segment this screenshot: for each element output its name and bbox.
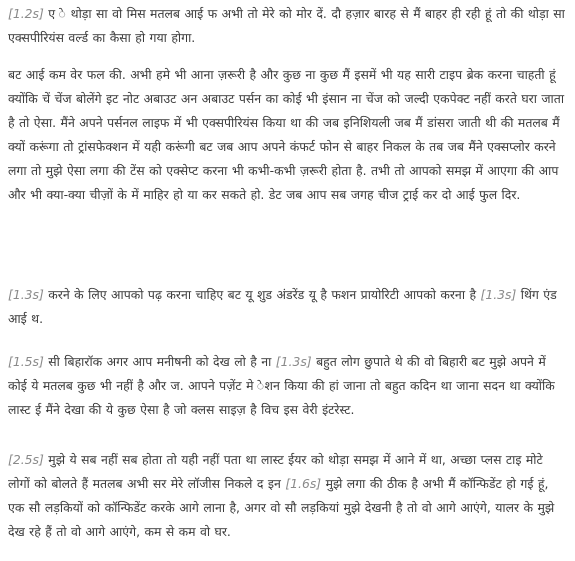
timestamp: [1.5s] — [8, 354, 44, 369]
transcript-paragraph-2 — [8, 63, 568, 207]
transcript-text: सी बिहारॉक अगर आप मनीषनी को देख लो है ना — [43, 354, 276, 369]
transcript-paragraph-4 — [8, 350, 568, 422]
timestamp: [1.3s] — [8, 287, 44, 302]
transcript-text: थिंग एंड आई थ. — [8, 287, 557, 326]
timestamp: [1.6s] — [285, 476, 322, 491]
timestamp: [2.5s] — [8, 452, 44, 467]
transcript-paragraph-5 — [8, 448, 568, 544]
transcript-paragraph-3 — [8, 283, 568, 331]
timestamp: [1.2s] — [8, 6, 44, 21]
timestamp: [1.3s] — [480, 287, 517, 302]
timestamp: [1.3s] — [275, 354, 312, 369]
transcript-text: ए े थोड़ा सा वो मिस मतलब आई फ अभी तो मेरे को मोर दें. दौ हज़ार बारह से मैं बाहर ही रही हूं तो की थोड़ा सा एक्सपीरियंस वर्ल्ड का कैसा हो गया होगा. — [8, 6, 565, 45]
transcript-text: बट आई कम वेर फल की. अभी हमे भी आना ज़रूरी है और कुछ ना कुछ मैं इसमें भी यह सारी टाइप ब्रेक करना चाहती हूं क्योंकि चें चेंज बोलेंगे इट नोट अबाउट अन अबाउट पर्सन का कोई भी इंसान ना चेंज को जल्दी एकपेक्ट नहीं करते घरा जाता है तो ऐसा. मैंने अपने पर्सनल लाइफ में भी एक्सपीरियंस किया था की जब इनिशियली जब मैं डांसरा जाती थी की मतलब मैं क्यों करूंगा तो ट्रांसफेक्शन में यही करूंगी बट जब आप अपने कंफर्ट फोन से बाहर निकल के तब जब मैंने एक्सप्लोर करने लगा तो मुझे ऐसा लगा की टेंस को एक्सेप्ट करना भी कभी-कभी ज़रूरी होता है. तभी तो आपको समझ में आएगा की आप और भी क्या-क्या चीज़ों के में माहिर हो या कर सकते हो. डेट जब आप सब जगह चीज ट्राई कर दो आई फुल दिर. — [8, 67, 565, 202]
transcript-text: मुझे ये सब नहीं सब होता तो यही नहीं पता था लास्ट ईयर को थोड़ा समझ में आने में था, अच्छा प्लस टाइ मोटे लोगों को बोलते हैं मतलब अभी सर मेरे लॉजीस निकले द इन — [8, 452, 543, 491]
transcript-text: बहुत लोग छुपाते थे की वो बिहारी बट मुझे अपने में कोई ये मतलब कुछ भी नहीं है और ज. आपने पज़ेंट मे ेशन किया की हां जाना तो बहुत कदिन था जाना सदन था क्योंकि लास्ट ई मैंने देखा की ये कुछ ऐसा है जो क्लस साइज़ है विच इस वेरी इंटरेस्ट. — [8, 354, 555, 417]
transcript-text: मुझे लगा की ठीक है अभी मैं कॉन्फिडेंट हो गई हूं, एक सौ लड़कियों को कॉन्फिडेंट करके आगे लाना है, अगर वो सौ लड़कियां मुझे देखनी है तो वो आगे आएंगे, यालर के मुझे देख रहे हैं तो वो आगे आएंगे, कम से कम वो घर. — [8, 476, 555, 539]
transcript-paragraph-1 — [8, 2, 568, 50]
transcript-text: करने के लिए आपको पढ़ करना चाहिए बट यू शुड अंडरेंड यू है फशन प्रायोरिटी आपको करना है — [43, 287, 481, 302]
